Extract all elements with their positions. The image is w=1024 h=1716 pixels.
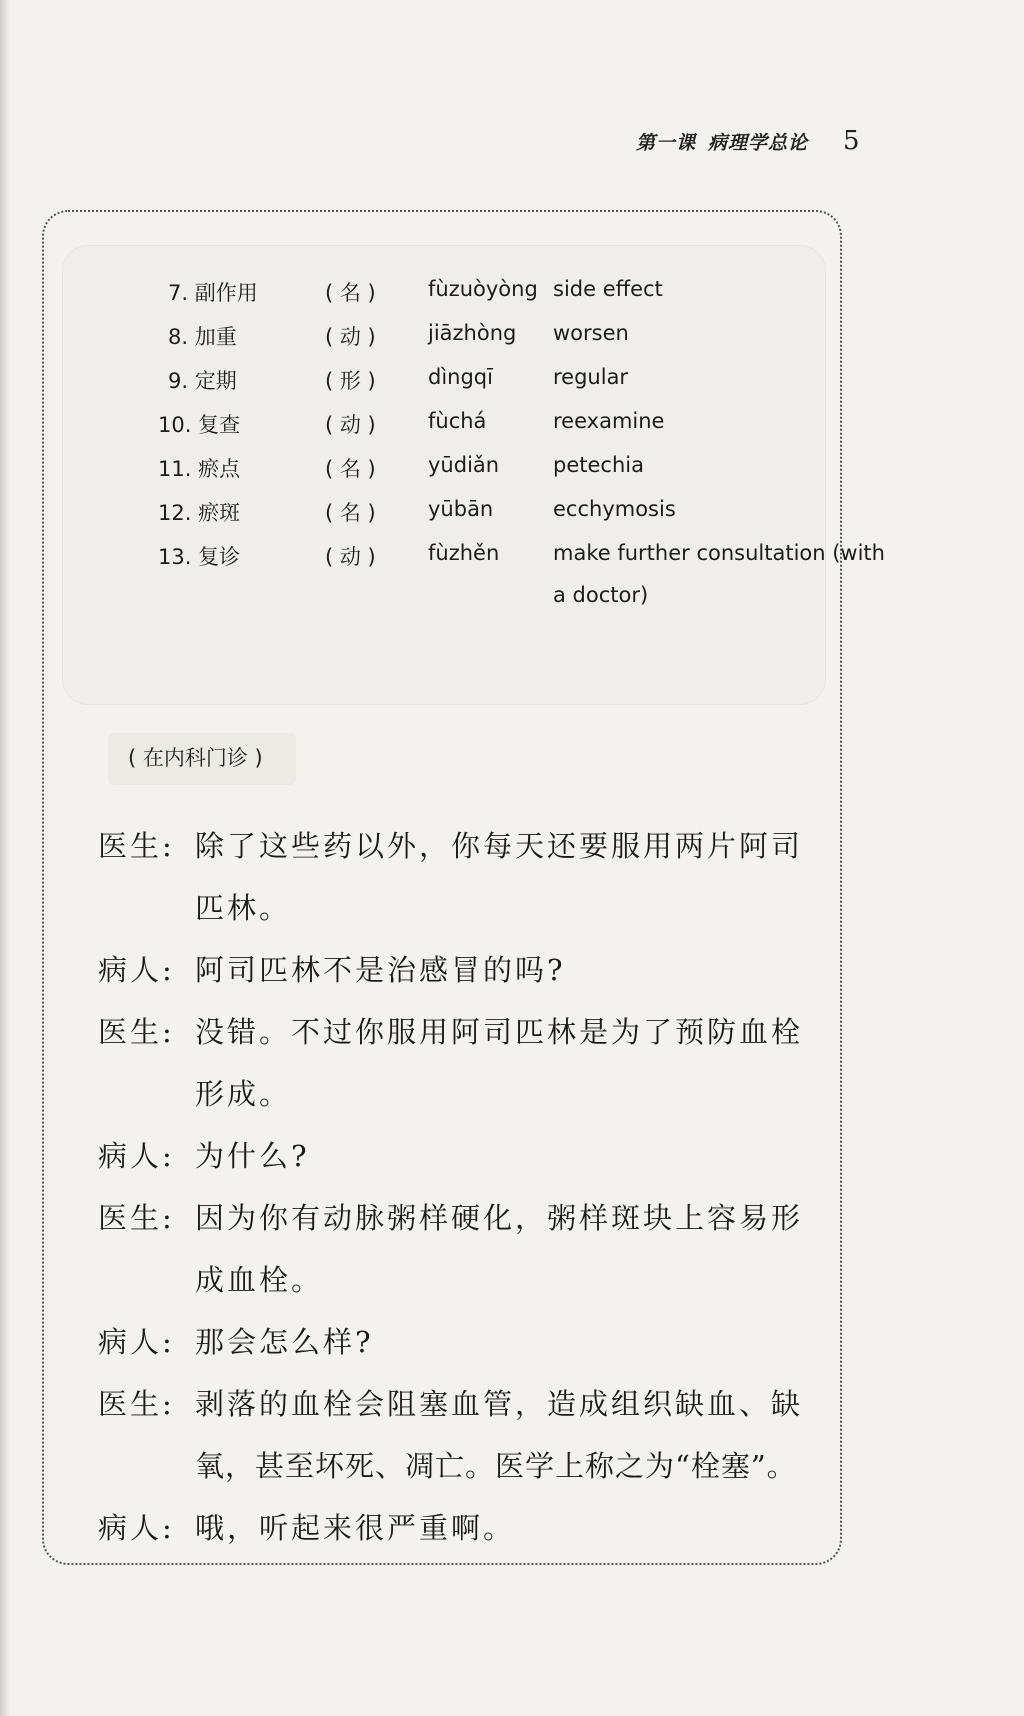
vocab-word: 7. 副作用 (168, 281, 258, 305)
vocabulary-box (62, 245, 885, 705)
vocab-word: 11. 瘀点 (158, 457, 241, 481)
page-number: 5 (843, 126, 860, 156)
chapter-title: 病理学总论 (708, 132, 809, 154)
dialogue-text: 阿司匹林不是治感冒的吗? (195, 953, 566, 987)
speaker-label: 医生: (98, 1015, 175, 1049)
vocab-row (63, 497, 825, 539)
dialogue-text: 形成。 (195, 1077, 292, 1111)
vocab-pos: ( 名 ) (325, 457, 376, 481)
dialogue-text: 剥落的血栓会阻塞血管，造成组织缺血、缺 (195, 1387, 804, 1421)
vocab-row (63, 453, 825, 495)
vocab-pinyin: fùzhěn (428, 541, 500, 565)
dialogue-text: 哦，听起来很严重啊。 (195, 1511, 516, 1545)
vocab-pinyin: jiāzhòng (428, 321, 517, 345)
vocab-word: 13. 复诊 (158, 545, 241, 569)
speaker-label: 医生: (98, 1387, 175, 1421)
dialogue-text: 除了这些药以外，你每天还要服用两片阿司 (195, 829, 804, 863)
speaker-label: 医生: (98, 1201, 175, 1235)
vocab-word: 8. 加重 (168, 325, 237, 349)
speaker-label: 医生: (98, 829, 175, 863)
vocab-pinyin: yūdiǎn (428, 453, 500, 477)
vocab-row (63, 321, 825, 363)
dialogue-text: 因为你有动脉粥样硬化，粥样斑块上容易形 (195, 1201, 804, 1235)
speaker-label: 病人: (98, 953, 175, 987)
vocab-row (63, 409, 825, 451)
vocab-word: 9. 定期 (168, 369, 237, 393)
vocab-meaning: make further consultation (with (553, 541, 885, 565)
vocab-row (63, 541, 885, 631)
vocab-meaning: regular (553, 365, 629, 389)
vocab-pos: ( 动 ) (325, 413, 376, 437)
dialogue-text: 成血栓。 (195, 1263, 324, 1297)
dialogue-text: 没错。不过你服用阿司匹林是为了预防血栓 (195, 1015, 804, 1049)
lesson-label: 第一课 (636, 132, 697, 154)
vocab-pos: ( 动 ) (325, 325, 376, 349)
vocab-meaning-continued: a doctor) (553, 583, 649, 607)
speaker-label: 病人: (98, 1511, 175, 1545)
vocab-meaning: side effect (553, 277, 663, 301)
vocab-word: 10. 复查 (158, 413, 241, 437)
vocab-pinyin: dìngqī (428, 365, 493, 389)
speaker-label: 病人: (98, 1325, 175, 1359)
dialogue-text: 氧，甚至坏死、凋亡。医学上称之为“栓塞”。 (195, 1449, 797, 1483)
vocab-pos: ( 名 ) (325, 281, 376, 305)
vocab-row (63, 277, 825, 319)
dialogue-text: 为什么? (195, 1139, 310, 1173)
vocab-pos: ( 动 ) (325, 545, 376, 569)
vocab-meaning: petechia (553, 453, 644, 477)
vocab-pinyin: yūbān (428, 497, 494, 521)
vocab-pos: ( 名 ) (325, 501, 376, 525)
dialogue-text: 匹林。 (195, 891, 292, 925)
vocab-meaning: worsen (553, 321, 629, 345)
vocab-meaning: ecchymosis (553, 497, 676, 521)
vocab-pinyin: fùchá (428, 409, 487, 433)
dialogue-text: 那会怎么样? (195, 1325, 374, 1359)
speaker-label: 病人: (98, 1139, 175, 1173)
running-head (636, 128, 808, 155)
scene-label: ( 在内科门诊 ) (128, 746, 263, 770)
vocab-word: 12. 瘀斑 (158, 501, 241, 525)
vocab-pinyin: fùzuòyòng (428, 277, 538, 301)
vocab-meaning: reexamine (553, 409, 665, 433)
vocab-pos: ( 形 ) (325, 369, 376, 393)
page-edge-shadow (0, 0, 10, 1716)
vocab-row (63, 365, 825, 407)
